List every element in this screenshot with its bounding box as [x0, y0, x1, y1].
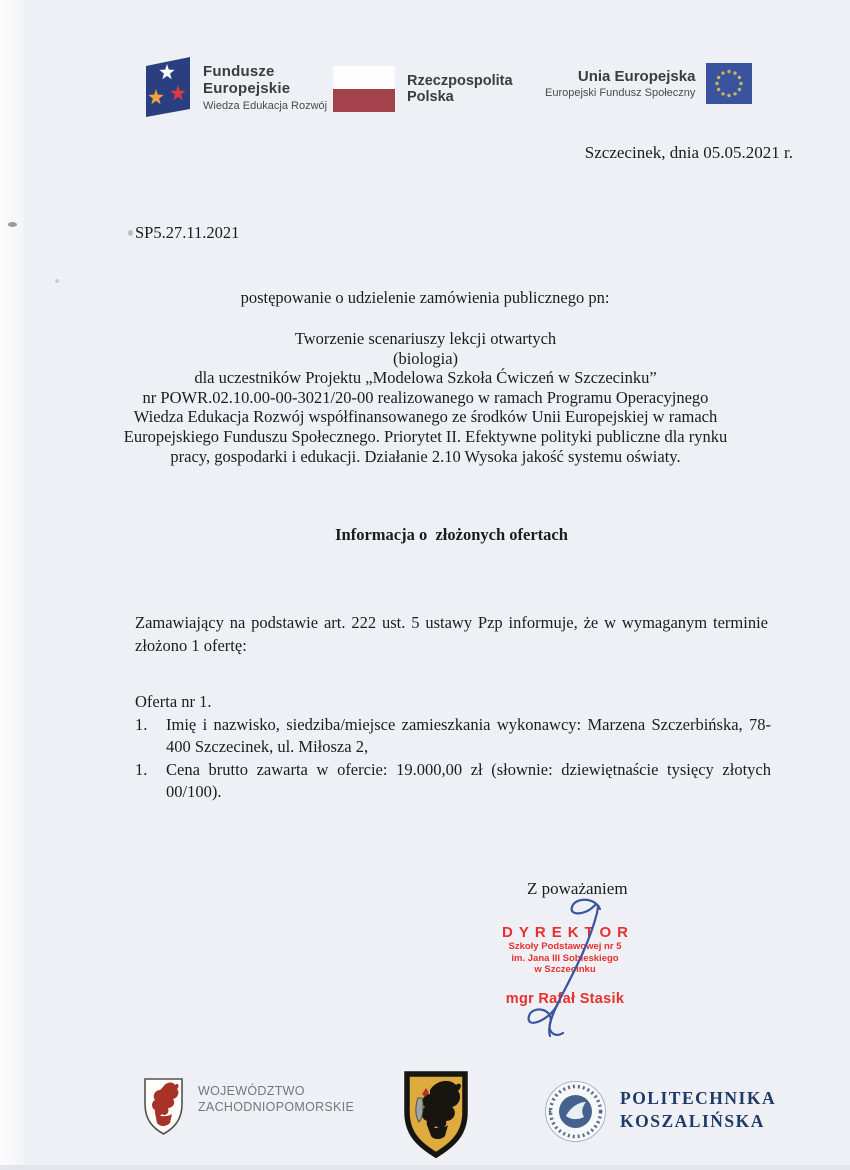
- offer-item-number: 1.: [135, 714, 148, 734]
- logo-unia-europejska: [545, 63, 752, 104]
- stamp-signer-name: mgr Rafał Stasik: [505, 990, 625, 1007]
- body-paragraph: Zamawiający na podstawie art. 222 ust. 5 ustawy Pzp informuje, że w wymaganym terminie złożono 1 ofertę:: [135, 613, 768, 655]
- poland-flag-icon: [333, 66, 395, 112]
- offer-block: [135, 691, 771, 804]
- scan-speck: [8, 222, 17, 227]
- fundusze-text: [203, 63, 327, 112]
- date-line: Szczecinek, dnia 05.05.2021 r.: [584, 143, 793, 162]
- politechnika-line2: KOSZALIŃSKA: [620, 1111, 765, 1131]
- eu-flag-icon: [706, 63, 752, 104]
- scan-edge-bottom: [0, 1165, 850, 1170]
- stamp-school-line2: im. Jana III Sobieskiego: [511, 952, 619, 964]
- section-heading: Informacja o złożonych ofertach: [335, 525, 568, 544]
- title-line: dla uczestników Projektu „Modelowa Szkoła Ćwiczeń w Szczecinku”: [194, 368, 657, 388]
- reference-number: SP5.27.11.2021: [135, 223, 240, 242]
- scan-speck: [128, 230, 133, 236]
- title-line: nr POWR.02.10.00-00-3021/20-00 realizowanego w ramach Programu Operacyjnego: [142, 387, 709, 407]
- unia-line2: Europejski Fundusz Społeczny: [545, 87, 696, 99]
- offer-item: [135, 759, 771, 804]
- procurement-title: [109, 329, 742, 466]
- stamp-school-line1: Szkoły Podstawowej nr 5: [508, 941, 622, 952]
- fundusze-subtitle: Wiedza Edukacja Rozwój: [203, 99, 328, 112]
- logo-rzeczpospolita-polska: [333, 66, 513, 112]
- wojewodztwo-line1: WOJEWÓDZTWO: [198, 1084, 305, 1098]
- pomerania-griffin-shield-icon: [143, 1077, 184, 1136]
- logo-wojewodztwo-zachodniopomorskie: [143, 1077, 354, 1136]
- offer-item: [135, 714, 771, 759]
- unia-text: [545, 68, 695, 99]
- offer-item-number: 1.: [135, 759, 148, 779]
- offer-header: Oferta nr 1.: [135, 692, 212, 711]
- polska-line1: Rzeczpospolita: [407, 72, 513, 89]
- handwritten-signature: [503, 893, 635, 1045]
- logo-fundusze-europejskie: [143, 56, 327, 118]
- stamp-title: DYREKTOR: [502, 924, 634, 941]
- stamp-school-line3: w Szczecinku: [534, 964, 596, 975]
- logo-politechnika-koszalinska: [544, 1080, 776, 1143]
- scan-edge: [0, 0, 24, 1170]
- szczecinek-shield-icon: [402, 1070, 470, 1160]
- politechnika-line1: POLITECHNIKA: [620, 1088, 777, 1108]
- polska-text: [407, 73, 513, 106]
- scan-speck: [55, 279, 59, 283]
- politechnika-text: [620, 1087, 776, 1133]
- offer-item-text: Cena brutto zawarta w ofercie: 19.000,00 zł (słownie: dziewiętnaście tysięcy złotych 00/100).: [166, 759, 771, 802]
- title-line: pracy, gospodarki i edukacji. Działanie 2.10 Wysoka jakość systemu oświaty.: [170, 446, 681, 466]
- politechnika-seal-icon: [544, 1080, 607, 1143]
- logo-szczecinek-coat-of-arms: [402, 1070, 470, 1165]
- title-line: Wiedza Edukacja Rozwój współfinansowanego ze środków Unii Europejskiej w ramach: [133, 407, 718, 427]
- closing-salutation: Z poważaniem: [527, 879, 628, 898]
- title-line: Europejskiego Funduszu Społecznego. Priorytet II. Efektywne polityki publiczne dla rynku: [123, 426, 728, 446]
- title-line: Tworzenie scenariuszy lekcji otwartych: [294, 329, 557, 348]
- title-line: (biologia): [392, 348, 459, 368]
- procedure-intro: postępowanie o udzielenie zamówienia publicznego pn:: [240, 288, 610, 307]
- unia-line1: Unia Europejska: [577, 68, 696, 85]
- wojewodztwo-text: [198, 1084, 354, 1115]
- offer-item-text: Imię i nazwisko, siedziba/miejsce zamieszkania wykonawcy: Marzena Szczerbińska, 78-400 Szczecinek, ul. Miłosza 2,: [166, 714, 771, 757]
- polska-line2: Polska: [407, 89, 454, 105]
- fundusze-title-line1: Fundusze: [203, 62, 275, 80]
- fundusze-title-line2: Europejskie: [203, 79, 291, 97]
- wojewodztwo-line2: ZACHODNIOPOMORSKIE: [198, 1099, 355, 1114]
- fundusze-europejskie-flag-icon: [143, 56, 193, 118]
